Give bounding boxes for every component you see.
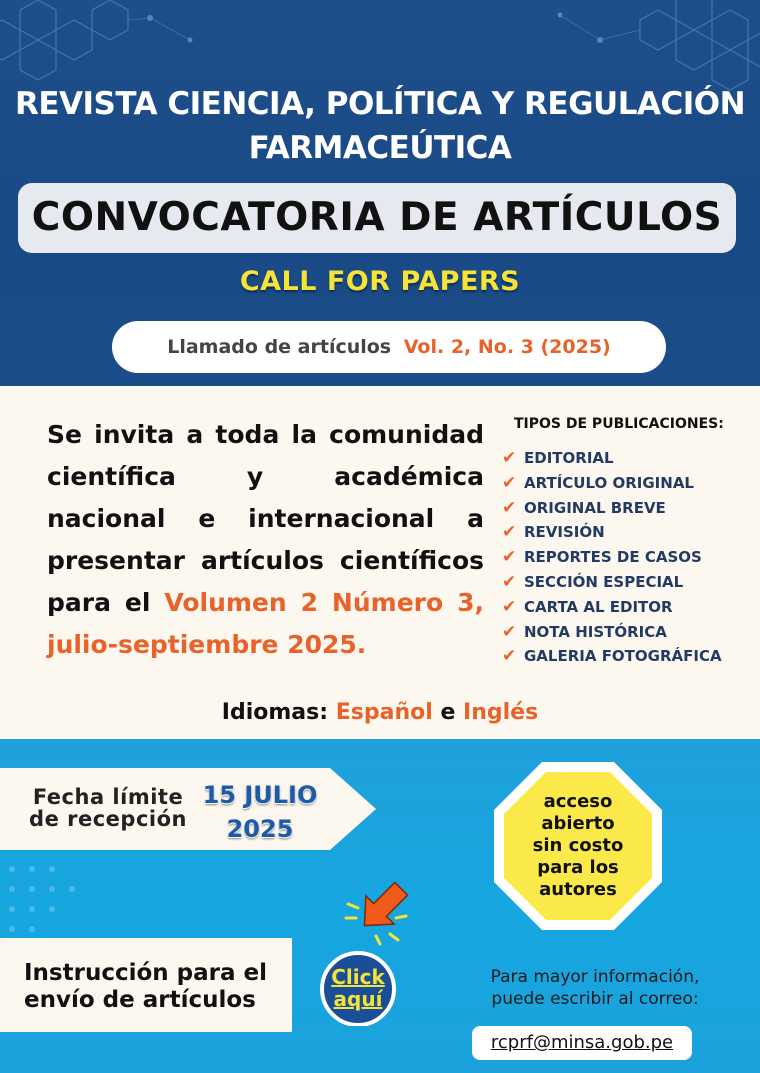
list-item: ✔ REPORTES DE CASOS xyxy=(502,545,722,570)
list-item: ✔ REVISIÓN xyxy=(502,520,722,545)
check-icon: ✔ xyxy=(502,472,517,493)
open-access-text: acceso abierto sin costo para los autores xyxy=(532,791,624,900)
list-item: ✔ SECCIÓN ESPECIAL xyxy=(502,570,722,595)
check-icon: ✔ xyxy=(502,448,517,468)
deadline-label: Fecha límite de recepción xyxy=(29,785,187,831)
languages-label: Idiomas: xyxy=(221,700,329,725)
list-item: ✔ NOTA HISTÓRICA xyxy=(502,620,722,645)
contact-info: Para mayor información, puede escribir al correo: xyxy=(490,967,700,1009)
languages-line xyxy=(0,700,760,725)
call-volume-line xyxy=(112,321,666,373)
languages-connector: e xyxy=(440,700,456,725)
list-item: ✔ EDITORIAL xyxy=(502,446,722,471)
call-for-papers-subtitle: CALL FOR PAPERS xyxy=(239,266,521,297)
list-item: ✔ ARTÍCULO ORIGINAL xyxy=(502,471,722,496)
instructions-text: Instrucción para el envío de artículos xyxy=(24,960,268,1013)
list-item: ✔ CARTA AL EDITOR xyxy=(502,595,722,620)
main-title: CONVOCATORIA DE ARTÍCULOS xyxy=(31,195,723,240)
publication-types-list xyxy=(502,446,722,669)
click-label-here: aquí xyxy=(333,987,383,1011)
language-english: Inglés xyxy=(463,700,539,725)
contact-email-link[interactable]: rcprf@minsa.gob.pe xyxy=(490,1032,674,1053)
list-item: ✔ GALERIA FOTOGRÁFICA xyxy=(502,644,722,669)
check-icon: ✔ xyxy=(502,596,517,617)
journal-title-line2: FARMACEÚTICA xyxy=(248,130,512,166)
list-item: ✔ ORIGINAL BREVE xyxy=(502,496,722,521)
check-icon: ✔ xyxy=(502,571,517,592)
click-label: Click xyxy=(331,965,385,989)
check-icon: ✔ xyxy=(502,522,517,543)
journal-title-line1: REVISTA CIENCIA, POLÍTICA Y REGULACIÓN xyxy=(14,86,746,122)
deadline-date: 15 JULIO 2025 xyxy=(202,781,318,843)
check-icon: ✔ xyxy=(502,646,517,667)
invitation-highlight: Volumen 2 Número 3, julio-septiembre 2025. xyxy=(47,588,484,659)
click-here-button[interactable] xyxy=(312,944,404,1032)
call-label: Llamado de artículos xyxy=(167,336,392,358)
check-icon: ✔ xyxy=(502,497,517,518)
language-spanish: Español xyxy=(335,700,433,725)
publication-types-heading: TIPOS DE PUBLICACIONES: xyxy=(514,416,724,432)
invitation-body: Se invita a toda la comunidad científica y académica nacional e internacional a presentar artículos científicos para el xyxy=(47,420,484,617)
check-icon: ✔ xyxy=(502,547,517,568)
call-volume: Vol. 2, No. 3 (2025) xyxy=(403,336,611,358)
journal-title xyxy=(0,82,760,170)
check-icon: ✔ xyxy=(502,621,517,642)
invitation-text xyxy=(47,414,484,666)
